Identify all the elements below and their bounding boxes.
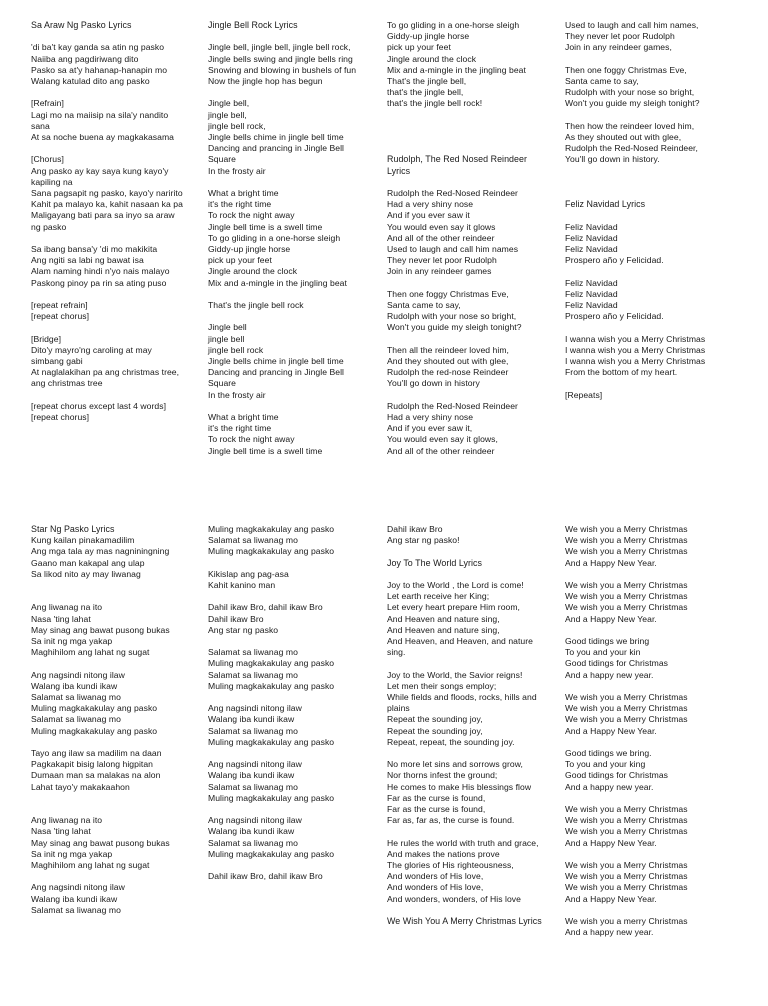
lyric-line: No more let sins and sorrows grow, <box>387 759 523 770</box>
blank-line <box>387 905 559 916</box>
lyric-line: In the frosty air <box>208 389 266 400</box>
lyric-line: Snowing and blowing in bushels of fun <box>208 64 357 75</box>
column-1 <box>31 524 203 916</box>
lyric-line: Joy to the World , the Lord is come! <box>387 579 524 590</box>
blank-line <box>208 860 380 871</box>
lyric-line: Sa ibang bansa'y 'di mo makikita <box>31 244 158 254</box>
lyric-line: Ang liwanag na ito <box>31 815 103 826</box>
lyric-line: Tayo ang ilaw sa madilim na daan <box>31 748 162 758</box>
blank-line <box>31 737 203 748</box>
lyric-line: Ang liwanag na ito <box>31 602 103 613</box>
lyric-line: Jingle bell, jingle bell, jingle bell rock, <box>208 42 351 53</box>
lyric-line: simbang gabi <box>31 356 83 366</box>
lyric-line: Then how the reindeer loved him, <box>565 120 695 131</box>
blank-line <box>387 334 559 345</box>
blank-line <box>565 849 737 860</box>
lyric-line: Mix and a-mingle in the jingling beat <box>208 277 347 288</box>
lyric-line: Muling magkakakulay ang pasko <box>208 658 335 669</box>
blank-line <box>565 210 737 221</box>
lyric-line: We wish you a Merry Christmas <box>565 860 688 870</box>
blank-line <box>565 110 737 121</box>
lyric-line: [Chorus] <box>31 154 64 165</box>
lyric-line: Ang ngiti sa labi ng bawat isa <box>31 255 144 266</box>
lyric-line: Alam naming hindi n'yo nais malayo <box>31 266 170 277</box>
lyric-line: He rules the world with truth and grace, <box>387 837 539 848</box>
blank-line <box>208 311 380 322</box>
blank-line <box>208 289 380 300</box>
lyric-line: it's the right time <box>208 423 272 434</box>
blank-line <box>208 591 380 602</box>
lyric-line: Salamat sa liwanag mo <box>208 647 298 658</box>
column-1 <box>31 20 203 423</box>
lyric-line: Maghihilom ang lahat ng sugat <box>31 647 150 658</box>
lyric-line: We wish you a Merry Christmas <box>565 692 688 702</box>
blank-line <box>208 748 380 759</box>
blank-line <box>387 658 559 669</box>
lyric-line: We wish you a merry Christmas <box>565 916 688 926</box>
lyric-line: Salamat sa liwanag mo <box>31 904 121 915</box>
lyric-line: Used to laugh and call him names, <box>565 20 699 30</box>
lyric-line: Feliz Navidad <box>565 288 618 299</box>
lyric-line: Let men their songs employ; <box>387 680 497 691</box>
blank-line <box>565 681 737 692</box>
lyric-line: Dahil ikaw Bro <box>387 524 443 534</box>
lyric-line: Now the jingle hop has begun <box>208 76 323 86</box>
lyric-line: Salamat sa liwanag mo <box>31 692 121 702</box>
lyric-line: And a Happy New Year. <box>565 613 657 624</box>
lyric-line: Jingle bell <box>208 322 247 333</box>
top-page-section <box>0 20 768 500</box>
lyric-line: Prospero año y Felicidad. <box>565 255 664 266</box>
blank-line <box>565 166 737 177</box>
lyric-line: The glories of His righteousness, <box>387 860 514 871</box>
blank-line <box>565 793 737 804</box>
lyric-line: Ang star ng pasko <box>208 624 279 635</box>
lyric-line: Rudolph the Red-Nosed Reindeer <box>387 400 518 411</box>
lyric-line: Jingle around the clock <box>208 266 298 277</box>
lyric-line: May sinag ang bawat pusong bukas <box>31 624 170 635</box>
lyric-line: Santa came to say, <box>565 76 639 86</box>
lyric-line: We wish you a Merry Christmas <box>565 524 688 534</box>
lyric-line: And wonders of His love, <box>387 882 484 893</box>
lyric-line: Feliz Navidad <box>565 221 618 232</box>
lyric-line: Naiiba ang pagdiriwang dito <box>31 53 139 64</box>
blank-line <box>565 737 737 748</box>
lyric-line: Join in any reindeer games <box>387 266 492 277</box>
lyric-line: Ang nagsindi nitong ilaw <box>208 703 302 714</box>
lyric-line: kapiling na <box>31 176 73 187</box>
blank-line <box>565 54 737 65</box>
blank-line <box>387 748 559 759</box>
song-title: Joy To The World Lyrics <box>387 557 483 568</box>
lyric-line: And a Happy New Year. <box>565 725 657 736</box>
lyric-line: Kahit kanino man <box>208 580 276 590</box>
lyric-line: Dahil ikaw Bro <box>208 613 264 624</box>
blank-line <box>387 546 559 557</box>
lyric-line: Jingle around the clock <box>387 53 477 64</box>
lyric-line: And a happy new year. <box>565 927 654 938</box>
blank-line <box>565 378 737 389</box>
lyric-line: Giddy-up jingle horse <box>387 31 470 42</box>
lyric-line: Mix and a-mingle in the jingling beat <box>387 64 526 75</box>
lyric-line: Join in any reindeer games, <box>565 42 672 53</box>
lyric-line: Pasko sa at'y hahanap-hanapin mo <box>31 64 168 75</box>
lyric-line: Lagi mo na maiisip na sila'y nandito <box>31 109 169 120</box>
lyric-line: We wish you a Merry Christmas <box>565 871 688 882</box>
lyric-line: You would even say it glows, <box>387 434 498 445</box>
blank-line <box>208 558 380 569</box>
lyric-line: Nasa 'ting lahat <box>31 613 91 624</box>
lyric-line: May sinag ang bawat pusong bukas <box>31 837 170 848</box>
blank-line <box>31 87 203 98</box>
blank-line <box>208 87 380 98</box>
lyric-line: I wanna wish you a Merry Christmas <box>565 344 706 355</box>
lyric-line: We wish you a Merry Christmas <box>565 546 688 557</box>
lyric-line: Rudolph with your nose so bright, <box>565 87 695 98</box>
lyric-line: Dahil ikaw Bro, dahil ikaw Bro <box>208 602 323 613</box>
lyric-line: Won't you guide my sleigh tonight? <box>565 98 700 109</box>
lyric-line: And all of the other reindeer <box>387 445 495 456</box>
lyric-line: Feliz Navidad <box>565 232 618 243</box>
lyric-line: Let every heart prepare Him room, <box>387 602 520 613</box>
lyric-line: Prospero año y Felicidad. <box>565 311 664 322</box>
lyric-line: And wonders of His love, <box>387 871 484 882</box>
blank-line <box>31 871 203 882</box>
lyric-line: They never let poor Rudolph <box>387 255 497 266</box>
lyric-line: To you and your kin <box>565 647 641 658</box>
lyric-line: Far as the curse is found, <box>387 792 486 803</box>
blank-line <box>31 793 203 804</box>
lyric-line: Muling magkakakulay ang pasko <box>31 703 158 714</box>
lyric-line: 'di ba't kay ganda sa atin ng pasko <box>31 42 165 53</box>
blank-line <box>208 804 380 815</box>
lyric-line: Square <box>208 154 237 165</box>
lyric-line: jingle bell rock <box>208 344 264 355</box>
lyric-line: Pagkakapit bisig lalong higpitan <box>31 759 153 770</box>
lyric-line: Jingle bell, <box>208 98 250 109</box>
blank-line <box>208 401 380 412</box>
lyric-line: [repeat chorus] <box>31 311 90 322</box>
blank-line <box>31 591 203 602</box>
lyric-line: To you and your king <box>565 759 646 770</box>
lyric-line: [Repeats] <box>565 389 603 400</box>
lyric-line: Jingle bells swing and jingle bells ring <box>208 53 353 64</box>
blank-line <box>387 826 559 837</box>
lyric-line: Rudolph the Red-Nosed Reindeer, <box>565 143 698 154</box>
lyric-line: Dahil ikaw Bro, dahil ikaw Bro <box>208 871 323 882</box>
lyric-line: pick up your feet <box>208 255 272 266</box>
lyric-line: Walang iba kundi ikaw <box>31 680 118 691</box>
blank-line <box>208 177 380 188</box>
blank-line <box>387 132 559 143</box>
lyric-line: We wish you a Merry Christmas <box>565 826 688 837</box>
song-title: Jingle Bell Rock Lyrics <box>208 20 298 30</box>
lyric-line: Repeat the sounding joy, <box>387 714 483 725</box>
column-4 <box>565 20 737 401</box>
lyric-line: Ang nagsindi nitong ilaw <box>208 759 302 770</box>
lyric-line: From the bottom of my heart. <box>565 367 678 378</box>
lyric-line: That's the jingle bell rock <box>208 300 304 311</box>
lyric-line: At naglalakihan pa ang christmas tree, <box>31 367 180 378</box>
lyric-line: Jingle bells chime in jingle bell time <box>208 356 344 367</box>
lyric-line: And a Happy New Year. <box>565 837 657 848</box>
blank-line <box>31 580 203 591</box>
blank-line <box>387 177 559 188</box>
lyric-line: Far as, far as, the curse is found. <box>387 815 515 826</box>
lyric-line: Maghihilom ang lahat ng sugat <box>31 860 150 870</box>
lyric-line: Joy to the World, the Savior reigns! <box>387 669 523 680</box>
blank-line <box>208 31 380 42</box>
lyric-line: [repeat chorus] <box>31 412 90 422</box>
lyric-line: Far as the curse is found, <box>387 804 486 815</box>
lyric-line: While fields and floods, rocks, hills and <box>387 692 537 702</box>
blank-line <box>31 289 203 300</box>
lyric-line: Rudolph with your nose so bright, <box>387 311 517 322</box>
lyric-line: Good tidings for Christmas <box>565 770 669 781</box>
lyric-line: Gaano man kakapal ang ulap <box>31 557 145 568</box>
lyric-line: They never let poor Rudolph <box>565 31 675 42</box>
column-2 <box>208 524 380 882</box>
lyric-line: plains <box>387 703 410 714</box>
lyric-line: Good tidings we bring <box>565 636 650 646</box>
lyric-line: We wish you a Merry Christmas <box>565 804 688 814</box>
column-3 <box>387 524 559 927</box>
lyric-line: pick up your feet <box>387 42 451 53</box>
blank-line <box>565 625 737 636</box>
column-3 <box>387 20 559 457</box>
lyric-line: Nasa 'ting lahat <box>31 826 91 837</box>
song-title: Rudolph, The Red Nosed Reindeer <box>387 154 528 165</box>
lyric-line: Ang nagsindi nitong ilaw <box>31 882 125 893</box>
blank-line <box>387 121 559 132</box>
lyric-line: Jingle bell time is a swell time <box>208 445 323 456</box>
lyric-line: Ang star ng pasko! <box>387 535 460 546</box>
lyric-line: Salamat sa liwanag mo <box>208 535 298 546</box>
lyric-line: Let earth receive her King; <box>387 591 490 602</box>
lyric-line: You'll go down in history <box>387 378 480 389</box>
lyric-line: I wanna wish you a Merry Christmas <box>565 355 706 366</box>
column-4 <box>565 524 737 938</box>
lyric-line: Walang iba kundi ikaw <box>31 893 118 904</box>
lyric-line: Feliz Navidad <box>565 299 618 310</box>
lyric-line: And they shouted out with glee, <box>387 355 509 366</box>
lyric-line: Muling magkakakulay ang pasko <box>208 736 335 747</box>
lyric-line: To rock the night away <box>208 434 295 445</box>
lyric-line: jingle bell <box>208 333 245 344</box>
lyric-line: that's the jingle bell rock! <box>387 98 483 109</box>
lyric-line: Muling magkakakulay ang pasko <box>31 725 158 736</box>
lyric-line: Santa came to say, <box>387 299 461 310</box>
lyric-line: And wonders, wonders, of His love <box>387 893 521 904</box>
blank-line <box>208 692 380 703</box>
lyric-line: Kung kailan pinakamadilim <box>31 535 135 546</box>
song-title: Feliz Navidad Lyrics <box>565 199 646 210</box>
lyric-line: Good tidings for Christmas <box>565 658 669 669</box>
lyric-line: In the frosty air <box>208 165 266 176</box>
lyric-line: Dumaan man sa malakas na alon <box>31 770 161 781</box>
lyric-line: Nor thorns infest the ground; <box>387 770 498 781</box>
lyric-line: Salamat sa liwanag mo <box>208 781 298 792</box>
blank-line <box>387 143 559 154</box>
lyric-line: Then one foggy Christmas Eve, <box>387 288 509 299</box>
song-title: We Wish You A Merry Christmas Lyrics <box>387 916 542 927</box>
lyric-line: Ang nagsindi nitong ilaw <box>31 669 125 680</box>
bottom-page-section <box>0 524 768 1004</box>
lyric-line: Had a very shiny nose <box>387 411 474 422</box>
lyric-line: that's the jingle bell, <box>387 87 464 98</box>
lyric-line: Rudolph the Red-Nosed Reindeer <box>387 187 518 198</box>
lyric-line: Good tidings we bring. <box>565 748 652 758</box>
lyric-line: Rudolph the red-nose Reindeer <box>387 367 509 378</box>
lyric-line: I wanna wish you a Merry Christmas <box>565 333 706 344</box>
lyric-line: Square <box>208 378 237 389</box>
lyric-line: Won't you guide my sleigh tonight? <box>387 322 522 333</box>
lyric-line: Sa init ng mga yakap <box>31 636 113 646</box>
lyric-line: Salamat sa liwanag mo <box>31 714 121 725</box>
lyric-line: And if you ever saw it <box>387 210 470 221</box>
lyric-line: Dancing and prancing in Jingle Bell <box>208 367 344 378</box>
lyric-line: And a happy new year. <box>565 669 654 680</box>
blank-line <box>387 110 559 121</box>
lyric-line: Dancing and prancing in Jingle Bell <box>208 143 344 154</box>
lyric-line: Jingle bells chime in jingle bell time <box>208 132 344 142</box>
lyric-line: Kikislap ang pag-asa <box>208 568 289 579</box>
lyric-line: Kahit pa malayo ka, kahit nasaan ka pa <box>31 199 183 210</box>
blank-line <box>565 322 737 333</box>
lyric-line: Walang iba kundi ikaw <box>208 714 295 725</box>
blank-line <box>208 636 380 647</box>
lyric-line: We wish you a Merry Christmas <box>565 535 688 546</box>
lyric-line: Muling magkakakulay ang pasko <box>208 546 335 557</box>
lyric-line: Sa init ng mga yakap <box>31 848 113 859</box>
song-title: Lyrics <box>387 165 411 176</box>
song-title: Sa Araw Ng Pasko Lyrics <box>31 20 132 30</box>
lyric-line: jingle bell, <box>208 109 247 120</box>
lyric-line: Sana pagsapit ng pasko, kayo'y naririto <box>31 188 183 198</box>
lyric-line: Walang iba kundi ikaw <box>208 826 295 837</box>
lyric-line: You would even say it glows <box>387 221 496 232</box>
lyric-line: And a Happy New Year. <box>565 557 657 568</box>
lyric-line: And Heaven and nature sing, <box>387 613 500 624</box>
lyric-line: And a happy new year. <box>565 781 654 792</box>
blank-line <box>565 188 737 199</box>
lyric-line: Paskong pinoy pa rin sa ating puso <box>31 277 167 288</box>
lyric-line: Ang pasko ay kay saya kung kayo'y <box>31 165 169 176</box>
lyric-line: Giddy-up jingle horse <box>208 244 291 255</box>
lyric-line: And Heaven, and Heaven, and nature <box>387 636 533 646</box>
lyric-line: Jingle bell time is a swell time <box>208 221 323 232</box>
lyric-line: ng pasko <box>31 221 67 232</box>
blank-line <box>31 658 203 669</box>
lyric-line: Dito'y mayro'ng caroling at may <box>31 344 152 355</box>
lyric-line: [Refrain] <box>31 98 64 109</box>
lyric-line: We wish you a Merry Christmas <box>565 703 688 714</box>
blank-line <box>387 569 559 580</box>
lyric-line: Walang katulad dito ang pasko <box>31 76 150 86</box>
lyric-line: What a bright time <box>208 412 279 423</box>
lyric-line: He comes to make His blessings flow <box>387 781 532 792</box>
lyric-line: As they shouted out with glee, <box>565 132 682 142</box>
lyric-line: You'll go down in history. <box>565 154 660 165</box>
lyric-line: And Heaven and nature sing, <box>387 624 500 635</box>
blank-line <box>31 143 203 154</box>
lyric-line: Muling magkakakulay ang pasko <box>208 680 335 691</box>
lyric-line: Then all the reindeer loved him, <box>387 344 509 355</box>
lyric-line: To go gliding in a one-horse sleigh <box>387 20 520 30</box>
song-title: Star Ng Pasko Lyrics <box>31 524 115 534</box>
lyric-line: To go gliding in a one-horse sleigh <box>208 232 341 243</box>
lyric-line: Repeat the sounding joy, <box>387 725 483 736</box>
lyric-line: Lahat tayo'y makakaahon <box>31 781 130 792</box>
blank-line <box>565 177 737 188</box>
lyric-line: Muling magkakakulay ang pasko <box>208 848 335 859</box>
lyric-line: We wish you a Merry Christmas <box>565 580 688 590</box>
lyric-line: Sa likod nito ay may liwanag <box>31 568 141 579</box>
lyric-line: Muling magkakakulay ang pasko <box>208 524 335 534</box>
blank-line <box>565 569 737 580</box>
lyric-line: [repeat chorus except last 4 words] <box>31 400 167 411</box>
lyric-line: We wish you a Merry Christmas <box>565 815 688 826</box>
lyric-line: sana <box>31 120 50 131</box>
blank-line <box>31 322 203 333</box>
lyric-line: it's the right time <box>208 199 272 210</box>
lyric-line: At sa noche buena ay magkakasama <box>31 132 175 142</box>
lyric-line: Then one foggy Christmas Eve, <box>565 64 687 75</box>
lyric-line: Repeat, repeat, the sounding joy. <box>387 736 515 747</box>
lyric-line: And a Happy New Year. <box>565 893 657 904</box>
lyric-line: Used to laugh and call him names <box>387 243 519 254</box>
lyric-line: And makes the nations prove <box>387 848 500 859</box>
lyric-line: Salamat sa liwanag mo <box>208 725 298 736</box>
blank-line <box>565 266 737 277</box>
blank-line <box>387 278 559 289</box>
lyric-line: [Bridge] <box>31 333 62 344</box>
lyric-line: To rock the night away <box>208 210 295 221</box>
lyric-line: We wish you a Merry Christmas <box>565 591 688 602</box>
blank-line <box>387 390 559 401</box>
lyric-line: And if you ever saw it, <box>387 423 473 434</box>
blank-line <box>31 31 203 42</box>
blank-line <box>31 233 203 244</box>
lyric-line: That's the jingle bell, <box>387 76 467 87</box>
column-2 <box>208 20 380 457</box>
lyric-line: jingle bell rock, <box>208 120 266 131</box>
blank-line <box>565 905 737 916</box>
lyric-line: And all of the other reindeer <box>387 232 495 243</box>
lyric-line: Salamat sa liwanag mo <box>208 837 298 848</box>
lyric-line: Walang iba kundi ikaw <box>208 770 295 781</box>
lyric-line: Salamat sa liwanag mo <box>208 669 298 680</box>
lyric-line: Maligayang bati para sa inyo sa araw <box>31 210 175 221</box>
lyric-line: We wish you a Merry Christmas <box>565 602 688 613</box>
lyric-line: Feliz Navidad <box>565 277 618 288</box>
lyric-line: What a bright time <box>208 188 279 198</box>
lyric-line: Feliz Navidad <box>565 243 618 254</box>
lyric-line: We wish you a Merry Christmas <box>565 714 688 725</box>
lyric-line: Muling magkakakulay ang pasko <box>208 792 335 803</box>
lyric-line: ang christmas tree <box>31 378 103 389</box>
lyric-line: Ang mga tala ay mas nagniningning <box>31 546 170 557</box>
blank-line <box>31 804 203 815</box>
lyric-line: Had a very shiny nose <box>387 199 474 210</box>
lyric-line: Ang nagsindi nitong ilaw <box>208 815 302 826</box>
lyric-line: We wish you a Merry Christmas <box>565 882 688 893</box>
blank-line <box>31 390 203 401</box>
lyric-line: sing. <box>387 647 406 658</box>
lyric-line: [repeat refrain] <box>31 300 88 310</box>
